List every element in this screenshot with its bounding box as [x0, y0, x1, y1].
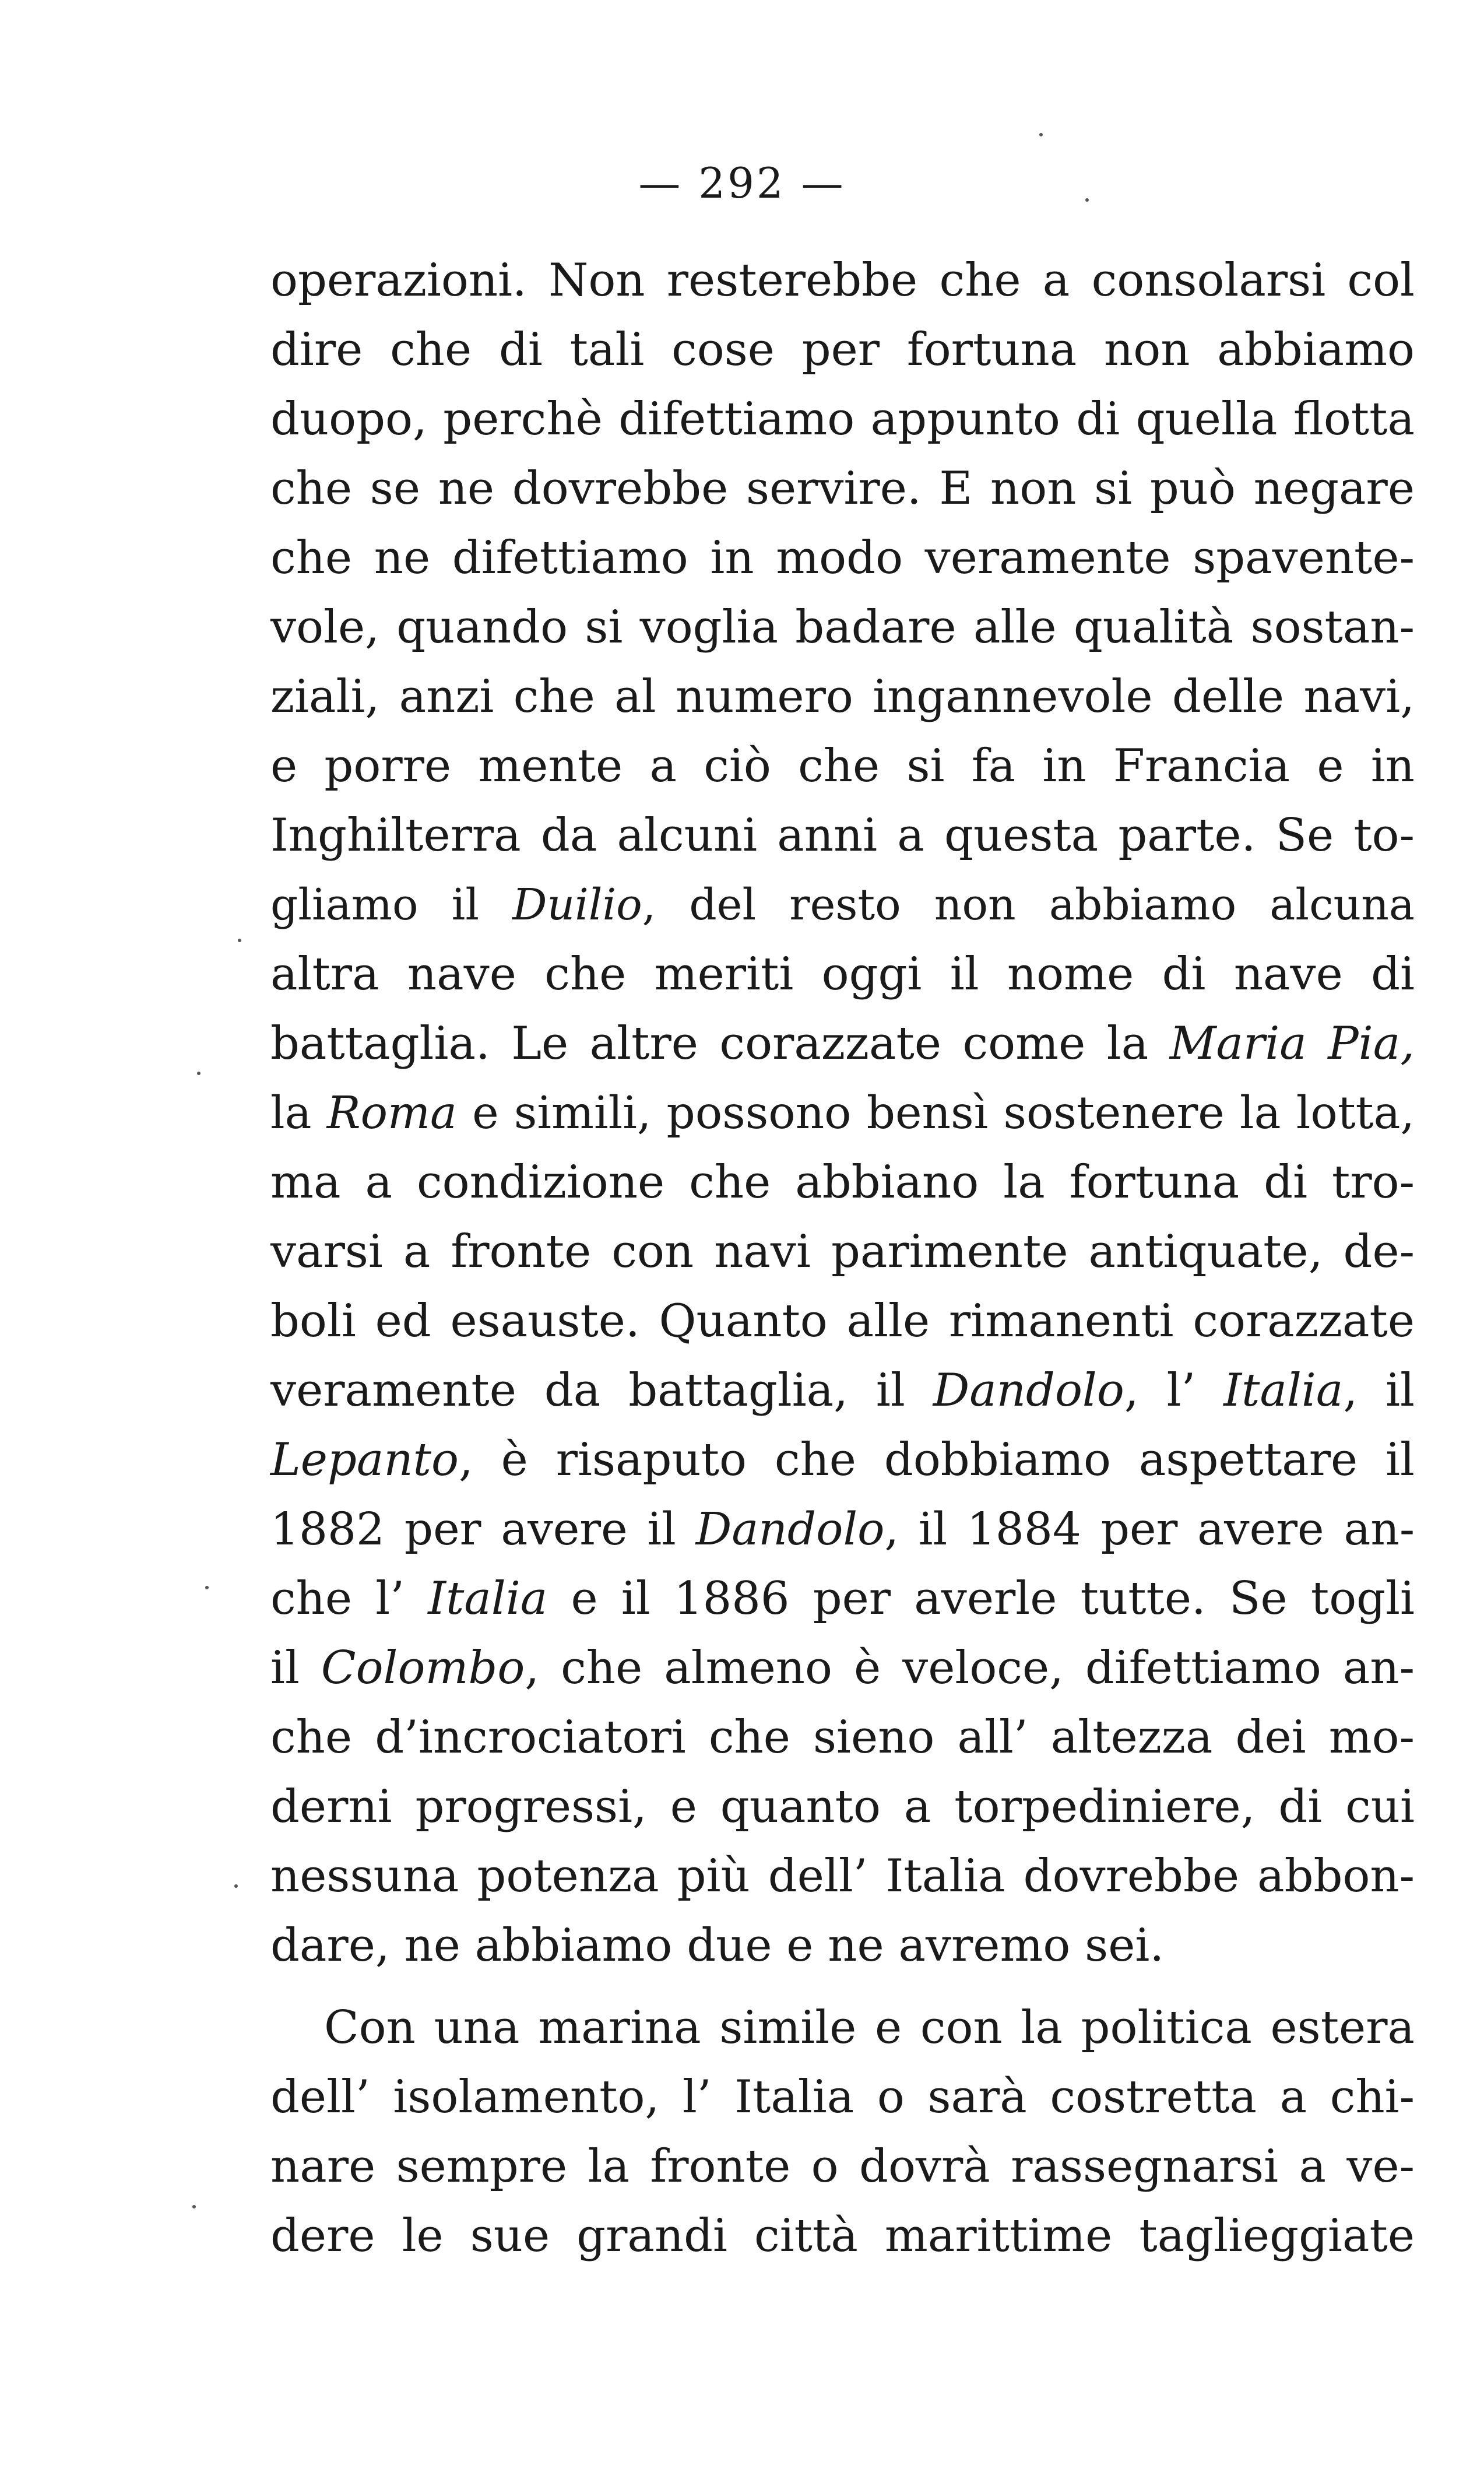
text-line	[270, 454, 1415, 524]
text-segment: nare sempre la fronte o dovrà rassegnarsi a ve-	[270, 2140, 1415, 2193]
text-line	[270, 662, 1415, 732]
text-segment: e il 1886 per averle tutte. Se togli	[547, 1572, 1415, 1625]
text-line	[270, 1356, 1415, 1425]
print-speck	[238, 939, 241, 942]
text-line	[270, 1495, 1415, 1564]
text-line	[270, 1009, 1415, 1079]
italic-ship-name: Maria Pia,	[1169, 1017, 1415, 1070]
text-segment: dare, ne abbiamo due e ne avremo sei.	[270, 1919, 1165, 1972]
italic-ship-name: Roma	[326, 1087, 457, 1139]
text-line	[270, 1425, 1415, 1495]
print-speck	[197, 1072, 201, 1075]
text-line	[270, 246, 1415, 315]
text-line	[270, 1148, 1415, 1217]
text-line	[270, 1911, 1415, 1981]
italic-ship-name: Italia	[428, 1572, 548, 1625]
text-line	[270, 1842, 1415, 1911]
text-line	[270, 1772, 1415, 1842]
page-number: — 292 —	[638, 159, 846, 208]
text-line	[270, 801, 1415, 870]
text-segment: ma a condizione che abbiano la fortuna di tro-	[270, 1156, 1415, 1209]
text-line	[270, 1993, 1415, 2063]
italic-ship-name: Dandolo	[695, 1504, 885, 1555]
text-segment: battaglia. Le altre corazzate come la	[270, 1017, 1170, 1070]
text-segment: Inghilterra da alcuni anni a questa parte. Se to-	[270, 809, 1415, 862]
text-line	[270, 1703, 1415, 1772]
text-segment: che d’incrociatori che sieno all’ altezza dei mo-	[270, 1711, 1415, 1764]
text-line	[270, 870, 1415, 940]
print-speck	[1085, 198, 1089, 202]
text-segment: e simili, possono bensì sostenere la lotta,	[456, 1087, 1415, 1139]
text-segment: e porre mente a ciò che si fa in Francia e in	[270, 740, 1415, 792]
text-line	[270, 1287, 1415, 1356]
text-segment: , l’	[1124, 1364, 1224, 1417]
text-segment: derni progressi, e quanto a torpediniere, di cui	[270, 1781, 1415, 1833]
text-segment: dell’ isolamento, l’ Italia o sarà costretta a chi-	[270, 2071, 1415, 2123]
print-speck	[234, 1884, 238, 1888]
text-line	[270, 1634, 1415, 1703]
text-segment: dere le sue grandi città marittime taglieggiate	[270, 2210, 1415, 2262]
text-line	[270, 315, 1415, 385]
text-line	[270, 940, 1415, 1009]
text-segment: , il 1884 per avere an-	[884, 1504, 1415, 1555]
print-speck	[205, 1586, 209, 1589]
text-line	[270, 593, 1415, 662]
italic-ship-name: Italia	[1223, 1364, 1344, 1417]
text-segment: ziali, anzi che al numero ingannevole delle navi,	[270, 670, 1415, 723]
text-line	[270, 2201, 1415, 2271]
text-line	[270, 385, 1415, 454]
italic-ship-name: Dandolo	[933, 1364, 1124, 1417]
text-segment: gliamo il	[270, 880, 513, 930]
text-line	[270, 2063, 1415, 2132]
text-segment: il	[270, 1642, 321, 1694]
text-segment: boli ed esauste. Quanto alle rimanenti corazzate	[270, 1295, 1415, 1347]
text-segment: che l’	[270, 1572, 428, 1625]
italic-ship-name: Duilio	[512, 880, 642, 930]
text-line	[270, 2132, 1415, 2201]
text-segment: che ne difettiamo in modo veramente spavente-	[270, 532, 1415, 584]
text-segment: la	[270, 1087, 327, 1139]
body-text	[270, 246, 1415, 2271]
text-segment: duopo, perchè difettiamo appunto di quella flotta	[270, 393, 1415, 445]
print-speck	[192, 2205, 196, 2208]
text-segment: nessuna potenza più dell’ Italia dovrebbe abbon-	[270, 1850, 1415, 1902]
text-segment: varsi a fronte con navi parimente antiquate, de-	[270, 1226, 1415, 1278]
text-segment: operazioni. Non resterebbe che a consolarsi col	[270, 254, 1415, 307]
text-segment: veramente da battaglia, il	[270, 1364, 933, 1417]
italic-ship-name: Lepanto	[270, 1434, 459, 1486]
text-line	[270, 1079, 1415, 1148]
print-speck	[1039, 133, 1043, 136]
text-segment: Con una marina simile e con la politica estera	[324, 2002, 1415, 2054]
text-segment: che se ne dovrebbe servire. E non si può negare	[270, 462, 1415, 515]
text-segment: , il	[1343, 1364, 1415, 1417]
text-segment: , del resto non abbiamo alcuna	[642, 880, 1415, 930]
text-segment: dire che di tali cose per fortuna non abbiamo	[270, 324, 1415, 376]
text-segment: 1882 per avere il	[270, 1504, 696, 1555]
text-line	[270, 524, 1415, 593]
text-line	[270, 1564, 1415, 1634]
italic-ship-name: Colombo	[321, 1642, 525, 1694]
text-line	[270, 732, 1415, 801]
text-segment: vole, quando si voglia badare alle qualità sostan-	[270, 601, 1415, 654]
text-segment: , che almeno è veloce, difettiamo an-	[525, 1642, 1415, 1694]
text-line	[270, 1217, 1415, 1287]
text-segment: , è risaputo che dobbiamo aspettare il	[458, 1434, 1415, 1486]
text-segment: altra nave che meriti oggi il nome di nave di	[270, 948, 1415, 1000]
